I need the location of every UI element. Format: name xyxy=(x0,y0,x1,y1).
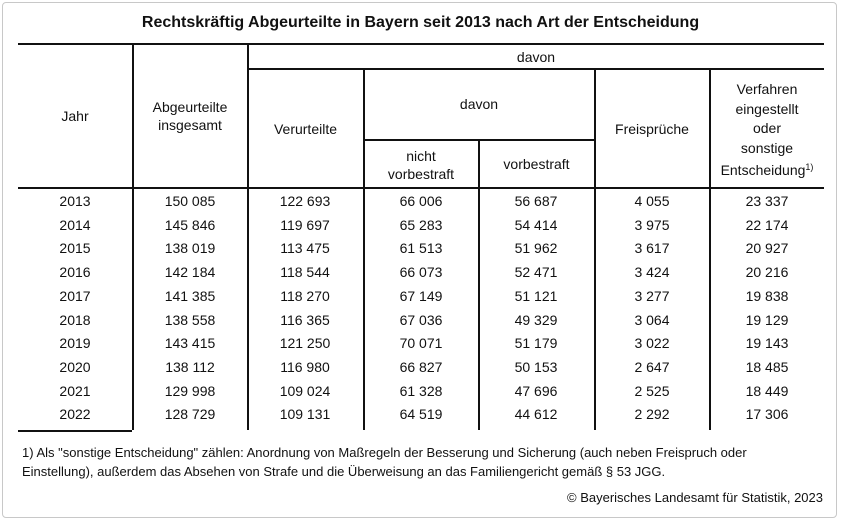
header-verfahren-line4: sonstige xyxy=(740,139,794,156)
value-cell: 61 328 xyxy=(399,382,443,399)
year-cell: 2014 xyxy=(59,216,91,233)
value-cell: 116 365 xyxy=(280,311,330,328)
value-cell: 70 071 xyxy=(399,335,443,352)
value-cell: 118 270 xyxy=(280,287,330,304)
value-cell: 22 174 xyxy=(745,216,789,233)
year-cell: 2018 xyxy=(59,311,91,328)
year-cell: 2017 xyxy=(59,287,91,304)
top-rule xyxy=(18,43,824,45)
value-cell: 54 414 xyxy=(514,216,558,233)
value-cell: 64 519 xyxy=(399,406,443,423)
davon-rule xyxy=(247,68,824,70)
header-jahr: Jahr xyxy=(61,108,89,124)
header-nicht-line2: vorbestraft xyxy=(387,166,455,182)
header-verfahren-line5 xyxy=(710,158,824,181)
footnote-line2: Einstellung), außerdem das Absehen von Strafe und die Überweisung an das Familiengericht gemäß § 53 JGG. xyxy=(22,464,666,479)
value-cell: 50 153 xyxy=(514,358,558,375)
header-verfahren-line2: eingestellt xyxy=(735,100,799,117)
value-cell: 51 121 xyxy=(514,287,558,304)
value-cell: 19 129 xyxy=(745,311,789,328)
value-cell: 3 617 xyxy=(634,240,670,257)
value-cell: 19 838 xyxy=(745,287,789,304)
header-abgeurteilte-line1: Abgeurteilte xyxy=(152,99,228,115)
value-cell: 119 697 xyxy=(280,216,330,233)
year-cell: 2021 xyxy=(59,382,91,399)
header-vorbestraft: vorbestraft xyxy=(503,156,570,172)
value-cell: 20 927 xyxy=(745,240,789,257)
table-title: Rechtskräftig Abgeurteilte in Bayern seit 2013 nach Art der Entscheidung xyxy=(141,14,700,31)
footnote-rule xyxy=(18,430,132,432)
value-cell: 3 064 xyxy=(634,311,670,328)
value-cell: 18 485 xyxy=(745,358,789,375)
value-cell: 67 149 xyxy=(399,287,443,304)
footnote xyxy=(22,443,822,481)
value-cell: 51 962 xyxy=(514,240,558,257)
value-cell: 142 184 xyxy=(164,264,216,281)
value-cell: 66 006 xyxy=(399,193,443,209)
header-freisprueche: Freisprüche xyxy=(615,121,689,137)
year-cell: 2015 xyxy=(59,240,91,257)
value-cell: 143 415 xyxy=(164,335,216,352)
header-nicht-line1: nicht xyxy=(406,148,436,164)
value-cell: 122 693 xyxy=(279,193,331,209)
value-cell: 2 292 xyxy=(634,406,670,423)
value-cell: 47 696 xyxy=(514,382,558,399)
value-cell: 121 250 xyxy=(279,335,331,352)
value-cell: 18 449 xyxy=(745,382,789,399)
value-cell: 66 827 xyxy=(399,358,443,375)
value-cell: 109 024 xyxy=(279,382,331,399)
value-cell: 4 055 xyxy=(634,193,670,209)
value-cell: 113 475 xyxy=(280,240,330,257)
value-cell: 3 424 xyxy=(634,264,670,281)
value-cell: 49 329 xyxy=(514,311,558,328)
value-cell: 52 471 xyxy=(514,264,558,281)
value-cell: 118 544 xyxy=(280,264,330,281)
value-cell: 67 036 xyxy=(399,311,443,328)
header-nicht-vorbestraft xyxy=(364,147,478,183)
value-cell: 20 216 xyxy=(745,264,789,281)
value-cell: 19 143 xyxy=(745,335,789,352)
value-cell: 150 085 xyxy=(164,193,216,209)
value-cell: 61 513 xyxy=(399,240,443,257)
value-cell: 3 277 xyxy=(634,287,670,304)
header-verfahren-line1: Verfahren xyxy=(736,81,798,97)
footnote-line1: 1) Als "sonstige Entscheidung" zählen: Anordnung von Maßregeln der Besserung und Sicherung (auch neben Freispruch oder xyxy=(22,445,747,460)
value-cell: 17 306 xyxy=(745,406,789,423)
value-cell: 66 073 xyxy=(399,264,443,281)
header-verurteilte: Verurteilte xyxy=(273,121,338,137)
value-cell: 145 846 xyxy=(164,216,216,233)
header-davon-inner: davon xyxy=(459,96,499,112)
value-cell: 138 558 xyxy=(164,311,216,328)
value-cell: 138 019 xyxy=(164,240,216,257)
value-cell: 2 647 xyxy=(634,358,670,375)
value-cell: 128 729 xyxy=(164,406,216,423)
footnote-marker: 1) xyxy=(805,162,814,172)
header-rule xyxy=(18,187,824,189)
header-abgeurteilte xyxy=(133,98,247,134)
header-verfahren-entscheidung: Entscheidung xyxy=(720,162,806,178)
value-cell: 141 385 xyxy=(164,287,216,304)
year-cell: 2019 xyxy=(59,335,91,352)
value-cell: 56 687 xyxy=(514,193,558,209)
value-cell: 51 179 xyxy=(514,335,558,352)
value-cell: 129 998 xyxy=(164,382,216,399)
header-davon-top: davon xyxy=(516,49,556,65)
value-cell: 3 975 xyxy=(634,216,670,233)
header-abgeurteilte-line2: insgesamt xyxy=(158,117,222,133)
year-cell: 2016 xyxy=(59,264,91,281)
value-cell: 44 612 xyxy=(514,406,558,423)
value-cell: 23 337 xyxy=(745,193,789,209)
value-cell: 116 980 xyxy=(280,358,330,375)
year-cell: 2020 xyxy=(59,358,91,375)
header-verfahren xyxy=(710,80,824,181)
value-cell: 2 525 xyxy=(634,382,670,399)
value-cell: 109 131 xyxy=(279,406,331,423)
value-cell: 65 283 xyxy=(399,216,443,233)
header-verfahren-line3: oder xyxy=(752,120,782,136)
copyright: © Bayerisches Landesamt für Statistik, 2023 xyxy=(567,490,823,505)
year-cell: 2022 xyxy=(59,406,91,423)
value-cell: 138 112 xyxy=(165,358,215,375)
value-cell: 3 022 xyxy=(634,335,670,352)
year-cell: 2013 xyxy=(59,193,91,209)
